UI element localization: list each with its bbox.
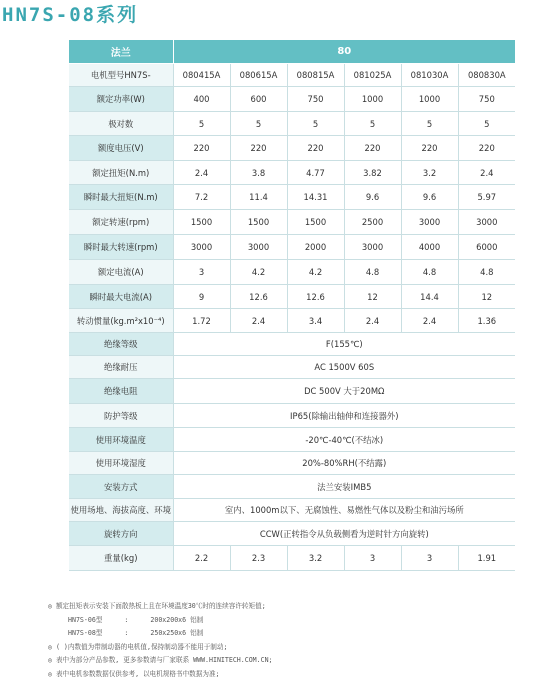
row-cell: 2.4	[344, 309, 401, 333]
row-cell: 2500	[344, 210, 401, 235]
row-cell: 3.82	[344, 161, 401, 185]
row-cell: 2.3	[230, 546, 287, 571]
row-label: 瞬时最大电流(A)	[69, 285, 173, 309]
row-cell: 3000	[344, 235, 401, 260]
row-cell: 1500	[230, 210, 287, 235]
footnotes	[48, 600, 548, 682]
row-cell: 080815A	[287, 64, 344, 87]
table-row	[69, 309, 515, 333]
note-2: ◎ ( )内数值为带制动器的电机值,保持制动器不能用于制动;	[48, 642, 228, 651]
row-cell: 2.4	[458, 161, 515, 185]
row-cell: 4.8	[458, 260, 515, 285]
row-cell: 3000	[230, 235, 287, 260]
row-label: 额定功率(W)	[69, 87, 173, 112]
row-span-value: 20%-80%RH(不结露)	[173, 452, 515, 475]
row-cell: 3000	[173, 235, 230, 260]
row-cell: 1.36	[458, 309, 515, 333]
table-row	[69, 112, 515, 136]
note-1a-label: HN7S-06型	[68, 615, 103, 624]
row-cell: 5	[230, 112, 287, 136]
row-cell: 12.6	[230, 285, 287, 309]
table-row	[69, 522, 515, 546]
row-cell: 12.6	[287, 285, 344, 309]
row-cell: 12	[344, 285, 401, 309]
row-span-value: IP65(除输出轴伸和连接器外)	[173, 404, 515, 428]
row-label: 防护等级	[69, 404, 173, 428]
row-cell: 750	[458, 87, 515, 112]
row-cell: 3	[173, 260, 230, 285]
table-row	[69, 546, 515, 571]
row-label: 使用环境温度	[69, 428, 173, 452]
row-cell: 5	[173, 112, 230, 136]
row-label: 使用场地、海拔高度、环境	[69, 499, 173, 522]
row-cell: 4.8	[401, 260, 458, 285]
row-cell: 1000	[344, 87, 401, 112]
note-1a-sep: :	[124, 615, 129, 624]
row-span-value: CCW(正转指令从负载侧看为逆时针方向旋转)	[173, 522, 515, 546]
row-label: 使用环境湿度	[69, 452, 173, 475]
row-cell: 5	[287, 112, 344, 136]
row-cell: 3.8	[230, 161, 287, 185]
row-cell: 3.2	[287, 546, 344, 571]
row-cell: 9.6	[401, 185, 458, 210]
row-cell: 3.2	[401, 161, 458, 185]
row-cell: 7.2	[173, 185, 230, 210]
row-cell: 2.4	[173, 161, 230, 185]
header-label: 法兰	[69, 40, 173, 64]
row-cell: 5.97	[458, 185, 515, 210]
note-1b	[48, 627, 548, 641]
table-row	[69, 235, 515, 260]
row-label: 绝缘等级	[69, 333, 173, 356]
row-cell: 220	[344, 136, 401, 161]
row-cell: 3	[401, 546, 458, 571]
row-cell: 3000	[401, 210, 458, 235]
note-1a	[48, 614, 548, 628]
row-cell: 2000	[287, 235, 344, 260]
row-cell: 2.2	[173, 546, 230, 571]
table-header-row	[69, 40, 515, 64]
row-label: 瞬时最大转速(rpm)	[69, 235, 173, 260]
row-cell: 2.4	[230, 309, 287, 333]
row-label: 旋转方向	[69, 522, 173, 546]
table-row	[69, 333, 515, 356]
table-row	[69, 379, 515, 404]
row-label: 瞬时最大扭矩(N.m)	[69, 185, 173, 210]
row-label: 极对数	[69, 112, 173, 136]
row-span-value: AC 1500V 60S	[173, 356, 515, 379]
row-label: 额定电流(A)	[69, 260, 173, 285]
page-title: HN7S-08系列	[2, 4, 139, 26]
row-span-value: 法兰安装IMB5	[173, 475, 515, 499]
row-cell: 9	[173, 285, 230, 309]
row-cell: 5	[458, 112, 515, 136]
row-cell: 4.2	[230, 260, 287, 285]
row-cell: 4.2	[287, 260, 344, 285]
table-row	[69, 404, 515, 428]
row-span-value: -20℃-40℃(不结冰)	[173, 428, 515, 452]
row-cell: 220	[230, 136, 287, 161]
row-label: 额定扭矩(N.m)	[69, 161, 173, 185]
row-cell: 081030A	[401, 64, 458, 87]
row-cell: 080830A	[458, 64, 515, 87]
row-cell: 3000	[458, 210, 515, 235]
row-label: 转动惯量(kg.m²x10⁻⁴)	[69, 309, 173, 333]
row-cell: 3	[344, 546, 401, 571]
table-row	[69, 356, 515, 379]
table-row	[69, 185, 515, 210]
row-label: 电机型号HN7S-	[69, 64, 173, 87]
row-span-value: 室内、1000m以下、无腐蚀性、易燃性气体以及粉尘和油污场所	[173, 499, 515, 522]
note-1b-label: HN7S-08型	[68, 629, 103, 638]
spec-table	[69, 40, 515, 571]
row-cell: 1.91	[458, 546, 515, 571]
row-cell: 1000	[401, 87, 458, 112]
row-label: 绝缘电阻	[69, 379, 173, 404]
row-cell: 14.4	[401, 285, 458, 309]
table-row	[69, 428, 515, 452]
header-value: 80	[173, 40, 515, 64]
row-cell: 080415A	[173, 64, 230, 87]
row-cell: 1500	[287, 210, 344, 235]
row-cell: 9.6	[344, 185, 401, 210]
note-1a-value: 200x200x6 铝制	[150, 615, 204, 624]
row-cell: 12	[458, 285, 515, 309]
note-1: ◎ 额定扭矩表示安装下面散热板上且在环境温度30℃时的连续容许转矩值;	[48, 602, 266, 610]
row-cell: 400	[173, 87, 230, 112]
row-cell: 750	[287, 87, 344, 112]
row-span-value: DC 500V 大于20MΩ	[173, 379, 515, 404]
note-1b-value: 250x250x6 铝制	[150, 629, 204, 638]
row-cell: 1.72	[173, 309, 230, 333]
row-cell: 4000	[401, 235, 458, 260]
row-cell: 600	[230, 87, 287, 112]
table-row	[69, 475, 515, 499]
row-cell: 220	[173, 136, 230, 161]
row-cell: 14.31	[287, 185, 344, 210]
row-cell: 2.4	[401, 309, 458, 333]
note-3: ◎ 表中为部分产品参数, 更多参数请与厂家联系 WWW.HINITECH.COM.CN;	[48, 656, 273, 665]
row-label: 安装方式	[69, 475, 173, 499]
row-cell: 080615A	[230, 64, 287, 87]
table-row	[69, 64, 515, 87]
row-label: 绝缘耐压	[69, 356, 173, 379]
row-cell: 1500	[173, 210, 230, 235]
row-cell: 6000	[458, 235, 515, 260]
table-row	[69, 499, 515, 522]
note-1b-sep: :	[124, 629, 129, 638]
row-label: 额定转速(rpm)	[69, 210, 173, 235]
row-cell: 220	[401, 136, 458, 161]
row-cell: 11.4	[230, 185, 287, 210]
row-cell: 4.77	[287, 161, 344, 185]
note-4: ◎ 表中电机参数数据仅供参考, 以电机规格书中数据为准;	[48, 669, 220, 678]
row-cell: 3.4	[287, 309, 344, 333]
table-row	[69, 87, 515, 112]
row-cell: 5	[401, 112, 458, 136]
table-row	[69, 136, 515, 161]
row-cell: 081025A	[344, 64, 401, 87]
table-row	[69, 161, 515, 185]
row-label: 重量(kg)	[69, 546, 173, 571]
row-label: 额度电压(V)	[69, 136, 173, 161]
row-span-value: F(155℃)	[173, 333, 515, 356]
table-row	[69, 210, 515, 235]
row-cell: 220	[287, 136, 344, 161]
row-cell: 220	[458, 136, 515, 161]
table-row	[69, 452, 515, 475]
row-cell: 5	[344, 112, 401, 136]
row-cell: 4.8	[344, 260, 401, 285]
table-row	[69, 285, 515, 309]
table-row	[69, 260, 515, 285]
